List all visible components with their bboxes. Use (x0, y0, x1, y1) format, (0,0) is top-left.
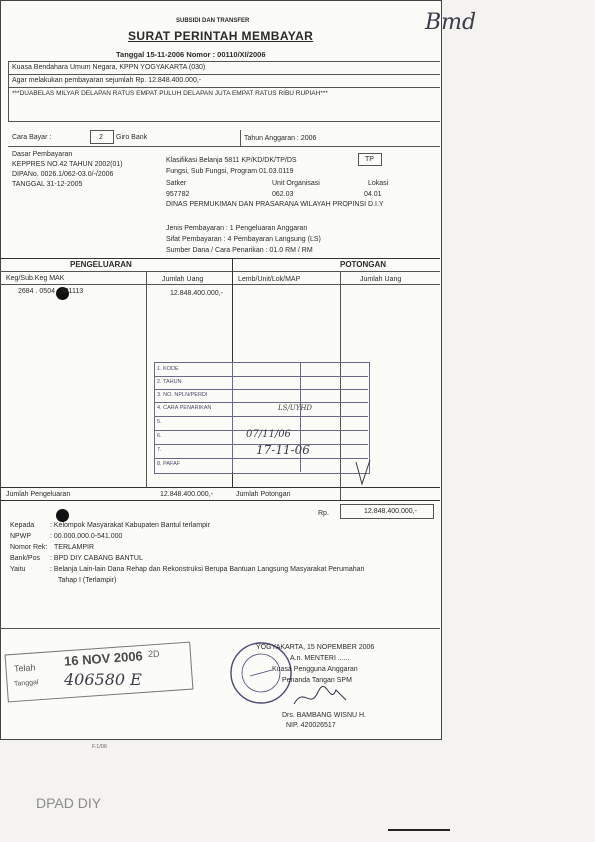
received-number: 406580 E (64, 670, 142, 689)
sumber-line: Sumber Dana / Cara Penarikan : 01.0 RM / RM (166, 247, 313, 254)
sign-role-1: Kuasa Pengguna Anggaran (272, 666, 358, 673)
potongan-header: POTONGAN (340, 260, 387, 269)
cara-bayar-text: Giro Bank (116, 134, 148, 141)
stamp-row-1: 1. KODE (157, 366, 179, 372)
lokasi-label: Lokasi (368, 180, 389, 187)
col-keg-mak: Keg/Sub.Keg MAK (6, 275, 65, 282)
rek-label: Nomor Rek: (10, 544, 48, 551)
date-number-line: Tanggal 15-11-2006 Nomor : 00110/XI/2006 (116, 50, 266, 59)
col-jumlah-uang: Jumlah Uang (162, 276, 204, 283)
form-code: F.1/06 (92, 744, 107, 750)
stamp-row-7: 7. (157, 447, 162, 453)
jumlah-potongan-label: Jumlah Potongan (236, 491, 291, 498)
terbilang-line: ***DUABELAS MILYAR DELAPAN RATUS EMPAT PULUH DELAPAN JUTA EMPAT RATUS RIBU RUPIAH*** (12, 90, 328, 97)
stamp-row-3: 3. NO. NPLN/PERDI (157, 392, 208, 398)
tp-value: TP (365, 156, 374, 163)
rek-value: TERLAMPIR (54, 544, 95, 551)
sign-place-date: YOGYAKARTA, 15 NOPEMBER 2006 (256, 644, 375, 651)
kuasa-line: Kuasa Bendahara Umum Negara, KPPN YOGYAKARTA (030) (12, 64, 206, 71)
sign-name: Drs. BAMBANG WISNU H. (282, 712, 367, 719)
satker-value: 957782 (166, 191, 190, 198)
watermark: DPAD DIY (36, 795, 102, 811)
received-extra: 2D (148, 649, 160, 659)
stamp-row-8: 8. PAFAF (157, 461, 181, 467)
lokasi-value: 04.01 (364, 191, 382, 198)
stamp-note-3: 17-11-06 (256, 443, 310, 457)
cara-bayar-label: Cara Bayar : (12, 134, 52, 141)
bank-value: : BPD DIY CABANG BANTUL (50, 555, 143, 562)
dasar-line-1: Dasar Pembayaran (12, 151, 73, 158)
stamp-row-2: 2. TAHUN (157, 379, 182, 385)
tahun-anggaran: Tahun Anggaran : 2006 (244, 135, 317, 142)
stamp-row-4: 4. CARA PENARIKAN (157, 405, 212, 411)
npwp-value: : 00.000.000.0-541.000 (50, 533, 123, 540)
kepada-value: : Kelompok Masyarakat Kabupaten Bantul terlampir (50, 522, 210, 529)
satker-label: Satker (166, 180, 187, 187)
dasar-line-3: DIPANo. 0026.1/062-03.0/-/2006 (12, 171, 114, 178)
cara-bayar-value: 2 (99, 134, 103, 141)
form-subtitle: SUBSIDI DAN TRANSFER (176, 18, 250, 24)
unit-value: 062.03 (272, 191, 294, 198)
bank-label: Bank/Pos (10, 555, 40, 562)
sifat-line: Sifat Pembayaran : 4 Pembayaran Langsung (LS) (166, 236, 321, 243)
stamp-note-1: LS/UYHD (278, 404, 313, 412)
col-lemb-unit: Lemb/Unit/Lok/MAP (238, 276, 301, 283)
dinas-line: DINAS PERMUKIMAN DAN PRASARANA WILAYAH PROPINSI D.I.Y (166, 201, 384, 208)
total-value: 12.848.400.000,- (364, 508, 417, 515)
row-amount: 12.848.400.000,- (170, 290, 223, 297)
received-telah: Telah (13, 662, 36, 674)
check-mark (352, 458, 374, 490)
jumlah-pengeluaran-label: Jumlah Pengeluaran (6, 491, 71, 498)
klasifikasi-line: Klasifikasi Belanja 5811 KP/KD/DK/TP/DS (166, 157, 297, 164)
row-mak-code: 2684 . 0504 . 581113 (18, 288, 84, 295)
handwritten-signature (290, 682, 350, 712)
page-rule (388, 829, 450, 831)
jenis-line: Jenis Pembayaran : 1 Pengeluaran Anggaran (166, 225, 308, 232)
sign-nip: NIP. 420026517 (286, 722, 336, 729)
total-rp-label: Rp. (318, 510, 329, 517)
yaitu-line-2: Tahap I (Terlampir) (58, 577, 117, 584)
unit-label: Unit Organisasi (272, 180, 320, 187)
col-jumlah-uang-2: Jumlah Uang (360, 276, 402, 283)
form-title: SURAT PERINTAH MEMBAYAR (128, 29, 314, 43)
pengeluaran-header: PENGELUARAN (70, 260, 132, 269)
received-date: 16 NOV 2006 (63, 648, 144, 669)
stamp-row-5: 5. (157, 419, 162, 425)
dasar-line-4: TANGGAL 31-12-2005 (12, 181, 83, 188)
kepada-label: Kepada (10, 522, 35, 529)
npwp-label: NPWP (10, 533, 31, 540)
agar-line: Agar melakukan pembayaran sejumlah Rp. 12.848.400.000,- (12, 77, 202, 84)
jumlah-pengeluaran-value: 12.848.400.000,- (160, 491, 213, 498)
handwritten-initials: Bmd (425, 10, 477, 35)
fungsi-line: Fungsi, Sub Fungsi, Program 01.03.0119 (166, 168, 294, 175)
yaitu-label: Yaitu (10, 566, 26, 573)
stamp-row-6: 6. (157, 433, 162, 439)
punch-hole-bottom (56, 509, 69, 522)
dasar-line-2: KEPPRES NO.42 TAHUN 2002(01) (12, 161, 123, 168)
sign-an: A.n. MENTERI ...... (290, 655, 350, 662)
yaitu-line-1: : Belanja Lain-lain Dana Rehap dan Rekonstruksi Berupa Bantuan Langsung Masyarakat Perumahan (50, 566, 365, 573)
received-tanggal: Tanggal (13, 679, 39, 688)
stamp-note-2: 07/11/06 (246, 429, 291, 440)
sign-role-2: Penanda Tangan SPM (282, 677, 352, 684)
